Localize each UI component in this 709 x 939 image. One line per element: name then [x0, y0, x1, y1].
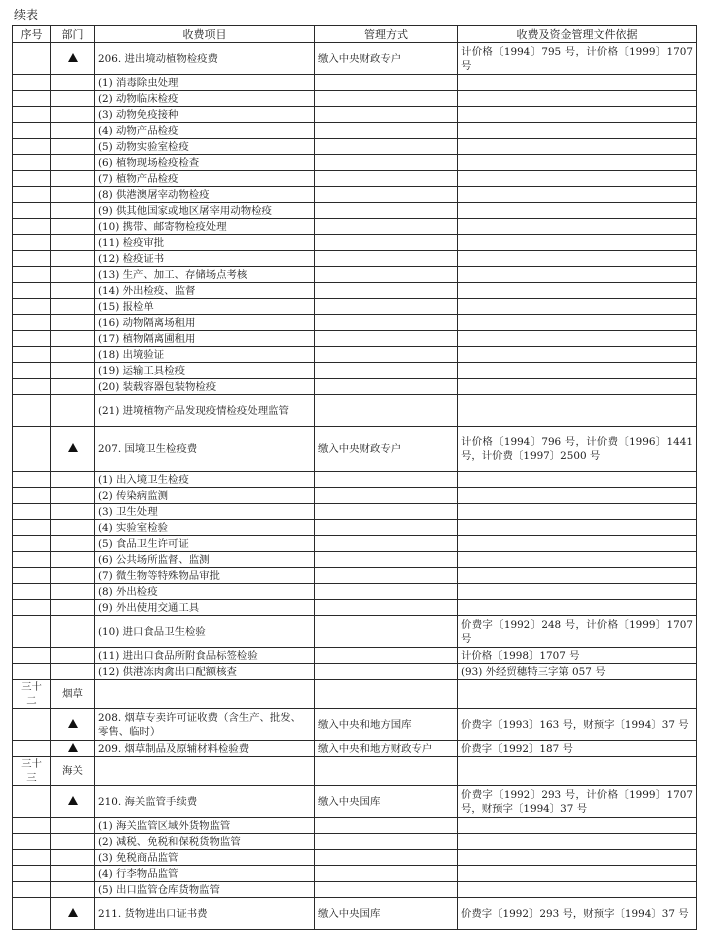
- row-item: (3) 免税商品监管: [95, 850, 315, 866]
- sub-item-row: [13, 850, 697, 866]
- row-item: (2) 传染病监测: [95, 488, 315, 504]
- row-item: (5) 出口监管仓库货物监管: [95, 882, 315, 898]
- sub-item-row: [13, 347, 697, 363]
- row-item: (2) 减税、免税和保税货物监管: [95, 834, 315, 850]
- row-seq: 三十三: [13, 757, 51, 786]
- sub-item-row: [13, 818, 697, 834]
- row-item: (2) 动物临床检疫: [95, 91, 315, 107]
- row-mgmt: [315, 155, 458, 171]
- header-dept: 部门: [51, 26, 95, 43]
- row-seq: [13, 75, 51, 91]
- row-mgmt: [315, 834, 458, 850]
- sub-item-row: [13, 866, 697, 882]
- row-item: (7) 微生物等特殊物品审批: [95, 568, 315, 584]
- row-basis: [458, 91, 697, 107]
- row-basis: 计价格〔1998〕1707 号: [458, 648, 697, 664]
- row-seq: [13, 187, 51, 203]
- row-dept: [51, 235, 95, 251]
- row-basis: [458, 235, 697, 251]
- row-item: (1) 消毒除虫处理: [95, 75, 315, 91]
- sub-item-row: [13, 395, 697, 427]
- row-dept: [51, 123, 95, 139]
- sub-item-row: [13, 107, 697, 123]
- row-item: (19) 运输工具检疫: [95, 363, 315, 379]
- row-dept: [51, 187, 95, 203]
- row-seq: [13, 520, 51, 536]
- department-row: [13, 757, 697, 786]
- row-mgmt: 缴入中央国库: [315, 898, 458, 930]
- row-basis: [458, 331, 697, 347]
- row-seq: [13, 709, 51, 741]
- row-mgmt: [315, 600, 458, 616]
- row-dept: [51, 379, 95, 395]
- row-seq: [13, 648, 51, 664]
- row-mgmt: [315, 299, 458, 315]
- row-item: (4) 行李物品监管: [95, 866, 315, 882]
- row-seq: [13, 107, 51, 123]
- row-item: (11) 检疫审批: [95, 235, 315, 251]
- row-item: (6) 公共场所监督、监测: [95, 552, 315, 568]
- row-item: (9) 外出使用交通工具: [95, 600, 315, 616]
- row-item: 211. 货物进出口证书费: [95, 898, 315, 930]
- row-mgmt: [315, 472, 458, 488]
- row-seq: [13, 347, 51, 363]
- row-mgmt: [315, 818, 458, 834]
- row-basis: [458, 107, 697, 123]
- row-dept: 烟草: [51, 680, 95, 709]
- row-seq: 三十二: [13, 680, 51, 709]
- row-item: 208. 烟草专卖许可证收费（含生产、批发、零售、临时）: [95, 709, 315, 741]
- row-item: (21) 进境植物产品发现疫情检疫处理监管: [95, 395, 315, 427]
- row-dept: [51, 866, 95, 882]
- row-item: (20) 装载容器包装物检疫: [95, 379, 315, 395]
- row-basis: [458, 568, 697, 584]
- row-seq: [13, 536, 51, 552]
- row-basis: 价费字〔1993〕163 号，财预字〔1994〕37 号: [458, 709, 697, 741]
- row-mgmt: [315, 235, 458, 251]
- row-item: (14) 外出检疫、监督: [95, 283, 315, 299]
- row-seq: [13, 818, 51, 834]
- sub-item-row: [13, 155, 697, 171]
- row-mgmt: [315, 267, 458, 283]
- row-seq: [13, 882, 51, 898]
- row-mgmt: [315, 187, 458, 203]
- row-mgmt: [315, 139, 458, 155]
- row-seq: [13, 584, 51, 600]
- sub-item-row: [13, 472, 697, 488]
- row-dept: [51, 818, 95, 834]
- row-item: (15) 报检单: [95, 299, 315, 315]
- sub-item-row: [13, 834, 697, 850]
- row-dept: [51, 395, 95, 427]
- row-mgmt: [315, 251, 458, 267]
- row-basis: [458, 818, 697, 834]
- row-item: 206. 进出境动植物检疫费: [95, 43, 315, 75]
- row-seq: [13, 427, 51, 472]
- header-seq: 序号: [13, 26, 51, 43]
- row-dept: [51, 267, 95, 283]
- row-seq: [13, 91, 51, 107]
- row-mgmt: [315, 568, 458, 584]
- sub-item-row: [13, 219, 697, 235]
- row-dept: [51, 331, 95, 347]
- row-mgmt: [315, 520, 458, 536]
- row-item: 207. 国境卫生检疫费: [95, 427, 315, 472]
- fee-item-row: [13, 786, 697, 818]
- row-basis: [458, 866, 697, 882]
- sub-item-row: [13, 123, 697, 139]
- row-seq: [13, 834, 51, 850]
- row-dept: [51, 536, 95, 552]
- row-seq: [13, 472, 51, 488]
- sub-item-row: [13, 187, 697, 203]
- row-basis: [458, 757, 697, 786]
- row-dept: [51, 898, 95, 930]
- sub-item-row: [13, 552, 697, 568]
- row-mgmt: [315, 123, 458, 139]
- row-dept: [51, 427, 95, 472]
- row-item: (17) 植物隔离圃租用: [95, 331, 315, 347]
- row-seq: [13, 898, 51, 930]
- row-mgmt: [315, 584, 458, 600]
- row-mgmt: [315, 882, 458, 898]
- row-basis: [458, 315, 697, 331]
- row-item: (3) 动物免疫接种: [95, 107, 315, 123]
- row-mgmt: [315, 536, 458, 552]
- row-item: (10) 携带、邮寄物检疫处理: [95, 219, 315, 235]
- row-seq: [13, 741, 51, 757]
- row-basis: [458, 850, 697, 866]
- row-mgmt: [315, 219, 458, 235]
- row-mgmt: [315, 171, 458, 187]
- row-seq: [13, 552, 51, 568]
- row-seq: [13, 155, 51, 171]
- row-seq: [13, 299, 51, 315]
- row-dept: [51, 363, 95, 379]
- sub-item-row: [13, 363, 697, 379]
- row-basis: [458, 251, 697, 267]
- row-mgmt: [315, 866, 458, 882]
- triangle-marker-icon: [68, 719, 78, 728]
- sub-item-row: [13, 520, 697, 536]
- row-mgmt: [315, 488, 458, 504]
- header-item: 收费项目: [95, 26, 315, 43]
- row-item: (12) 检疫证书: [95, 251, 315, 267]
- row-dept: [51, 504, 95, 520]
- row-basis: [458, 299, 697, 315]
- row-seq: [13, 568, 51, 584]
- row-basis: 价费字〔1992〕248 号，计价格〔1999〕1707 号: [458, 616, 697, 648]
- row-item: 209. 烟草制品及原辅材料检验费: [95, 741, 315, 757]
- row-seq: [13, 600, 51, 616]
- row-seq: [13, 139, 51, 155]
- triangle-marker-icon: [68, 908, 78, 917]
- row-mgmt: [315, 850, 458, 866]
- row-basis: [458, 552, 697, 568]
- row-dept: [51, 347, 95, 363]
- sub-item-row: [13, 91, 697, 107]
- row-mgmt: [315, 757, 458, 786]
- row-item: (7) 植物产品检疫: [95, 171, 315, 187]
- row-seq: [13, 379, 51, 395]
- row-mgmt: [315, 347, 458, 363]
- sub-item-row: [13, 267, 697, 283]
- row-basis: 价费字〔1992〕187 号: [458, 741, 697, 757]
- table-body: [13, 43, 697, 930]
- row-basis: [458, 75, 697, 91]
- row-item: (4) 动物产品检疫: [95, 123, 315, 139]
- sub-item-row: [13, 139, 697, 155]
- row-mgmt: [315, 616, 458, 648]
- fee-table: [12, 25, 697, 930]
- row-item: (1) 出入境卫生检疫: [95, 472, 315, 488]
- row-seq: [13, 866, 51, 882]
- row-basis: [458, 504, 697, 520]
- row-basis: 价费字〔1992〕293 号，计价格〔1999〕1707 号，财预字〔1994〕37 号: [458, 786, 697, 818]
- row-basis: 计价格〔1994〕795 号，计价格〔1999〕1707 号: [458, 43, 697, 75]
- fee-item-row: [13, 427, 697, 472]
- row-mgmt: 缴入中央和地方国库: [315, 709, 458, 741]
- row-dept: [51, 741, 95, 757]
- sub-item-row: [13, 584, 697, 600]
- sub-item-row: [13, 75, 697, 91]
- row-basis: 计价格〔1994〕796 号，计价费〔1996〕1441 号，计价费〔1997〕2500 号: [458, 427, 697, 472]
- row-dept: [51, 203, 95, 219]
- row-dept: [51, 520, 95, 536]
- fee-item-row: [13, 43, 697, 75]
- sub-item-row: [13, 379, 697, 395]
- row-seq: [13, 123, 51, 139]
- row-dept: [51, 43, 95, 75]
- sub-item-row: [13, 882, 697, 898]
- sub-item-row: [13, 283, 697, 299]
- sub-item-row: [13, 616, 697, 648]
- row-basis: [458, 584, 697, 600]
- row-mgmt: [315, 648, 458, 664]
- row-basis: [458, 520, 697, 536]
- row-dept: 海关: [51, 757, 95, 786]
- row-mgmt: [315, 331, 458, 347]
- row-dept: [51, 472, 95, 488]
- row-item: (3) 卫生处理: [95, 504, 315, 520]
- row-item: 210. 海关监管手续费: [95, 786, 315, 818]
- row-dept: [51, 315, 95, 331]
- row-basis: [458, 187, 697, 203]
- sub-item-row: [13, 536, 697, 552]
- row-mgmt: [315, 379, 458, 395]
- row-mgmt: [315, 315, 458, 331]
- sub-item-row: [13, 648, 697, 664]
- row-dept: [51, 786, 95, 818]
- row-mgmt: [315, 552, 458, 568]
- row-item: (5) 食品卫生许可证: [95, 536, 315, 552]
- row-item: (5) 动物实验室检疫: [95, 139, 315, 155]
- row-item: (18) 出境验证: [95, 347, 315, 363]
- row-seq: [13, 616, 51, 648]
- sub-item-row: [13, 568, 697, 584]
- row-item: (10) 进口食品卫生检验: [95, 616, 315, 648]
- row-item: (6) 植物现场检疫检查: [95, 155, 315, 171]
- row-seq: [13, 786, 51, 818]
- row-mgmt: [315, 75, 458, 91]
- row-basis: [458, 472, 697, 488]
- row-dept: [51, 664, 95, 680]
- row-dept: [51, 850, 95, 866]
- row-seq: [13, 850, 51, 866]
- row-mgmt: [315, 283, 458, 299]
- fee-item-row: [13, 898, 697, 930]
- row-basis: [458, 347, 697, 363]
- row-mgmt: [315, 107, 458, 123]
- fee-item-row: [13, 709, 697, 741]
- row-basis: [458, 171, 697, 187]
- row-item: (9) 供其他国家或地区屠宰用动物检疫: [95, 203, 315, 219]
- row-basis: [458, 267, 697, 283]
- row-item: [95, 680, 315, 709]
- sub-item-row: [13, 600, 697, 616]
- row-dept: [51, 91, 95, 107]
- row-mgmt: 缴入中央和地方财政专户: [315, 741, 458, 757]
- row-seq: [13, 203, 51, 219]
- row-seq: [13, 235, 51, 251]
- department-row: [13, 680, 697, 709]
- row-basis: [458, 395, 697, 427]
- row-basis: (93) 外经贸穗特三字第 057 号: [458, 664, 697, 680]
- row-mgmt: [315, 664, 458, 680]
- table-caption: 续表: [14, 8, 39, 22]
- row-basis: [458, 283, 697, 299]
- row-basis: [458, 139, 697, 155]
- triangle-marker-icon: [68, 796, 78, 805]
- row-dept: [51, 584, 95, 600]
- row-basis: [458, 379, 697, 395]
- row-dept: [51, 155, 95, 171]
- row-dept: [51, 834, 95, 850]
- row-basis: [458, 219, 697, 235]
- row-mgmt: [315, 395, 458, 427]
- row-dept: [51, 139, 95, 155]
- row-seq: [13, 488, 51, 504]
- row-basis: [458, 123, 697, 139]
- row-dept: [51, 709, 95, 741]
- sub-item-row: [13, 664, 697, 680]
- row-seq: [13, 171, 51, 187]
- row-dept: [51, 648, 95, 664]
- row-dept: [51, 552, 95, 568]
- row-basis: [458, 834, 697, 850]
- row-mgmt: 缴入中央国库: [315, 786, 458, 818]
- row-basis: [458, 488, 697, 504]
- fee-item-row: [13, 741, 697, 757]
- row-dept: [51, 568, 95, 584]
- header-basis: 收费及资金管理文件依据: [458, 26, 697, 43]
- row-dept: [51, 219, 95, 235]
- row-seq: [13, 251, 51, 267]
- row-dept: [51, 488, 95, 504]
- row-item: (11) 进出口食品所附食品标签检验: [95, 648, 315, 664]
- row-dept: [51, 616, 95, 648]
- row-dept: [51, 882, 95, 898]
- sub-item-row: [13, 203, 697, 219]
- table-header-row: [13, 26, 697, 43]
- triangle-marker-icon: [68, 443, 78, 452]
- row-basis: 价费字〔1992〕293 号，财预字〔1994〕37 号: [458, 898, 697, 930]
- row-dept: [51, 75, 95, 91]
- row-dept: [51, 251, 95, 267]
- row-seq: [13, 267, 51, 283]
- row-seq: [13, 363, 51, 379]
- sub-item-row: [13, 235, 697, 251]
- row-seq: [13, 664, 51, 680]
- sub-item-row: [13, 315, 697, 331]
- row-dept: [51, 283, 95, 299]
- sub-item-row: [13, 299, 697, 315]
- row-item: (8) 外出检疫: [95, 584, 315, 600]
- row-basis: [458, 536, 697, 552]
- row-mgmt: [315, 91, 458, 107]
- row-seq: [13, 395, 51, 427]
- row-item: [95, 757, 315, 786]
- row-dept: [51, 299, 95, 315]
- row-item: (8) 供港澳屠宰动物检疫: [95, 187, 315, 203]
- row-seq: [13, 315, 51, 331]
- row-seq: [13, 504, 51, 520]
- row-mgmt: [315, 680, 458, 709]
- row-dept: [51, 107, 95, 123]
- row-mgmt: [315, 504, 458, 520]
- triangle-marker-icon: [68, 743, 78, 752]
- row-seq: [13, 283, 51, 299]
- row-basis: [458, 203, 697, 219]
- row-seq: [13, 219, 51, 235]
- row-basis: [458, 363, 697, 379]
- row-basis: [458, 600, 697, 616]
- header-mgmt: 管理方式: [315, 26, 458, 43]
- row-dept: [51, 600, 95, 616]
- row-item: (1) 海关监管区域外货物监管: [95, 818, 315, 834]
- row-item: (13) 生产、加工、存储场点考核: [95, 267, 315, 283]
- row-seq: [13, 43, 51, 75]
- sub-item-row: [13, 171, 697, 187]
- row-basis: [458, 155, 697, 171]
- row-item: (12) 供港冻肉禽出口配额核查: [95, 664, 315, 680]
- row-mgmt: 缴入中央财政专户: [315, 43, 458, 75]
- row-mgmt: [315, 363, 458, 379]
- triangle-marker-icon: [68, 53, 78, 62]
- sub-item-row: [13, 251, 697, 267]
- row-mgmt: [315, 203, 458, 219]
- row-basis: [458, 680, 697, 709]
- row-item: (16) 动物隔离场租用: [95, 315, 315, 331]
- row-item: (4) 实验室检验: [95, 520, 315, 536]
- sub-item-row: [13, 331, 697, 347]
- row-seq: [13, 331, 51, 347]
- row-basis: [458, 882, 697, 898]
- sub-item-row: [13, 488, 697, 504]
- sub-item-row: [13, 504, 697, 520]
- row-dept: [51, 171, 95, 187]
- row-mgmt: 缴入中央财政专户: [315, 427, 458, 472]
